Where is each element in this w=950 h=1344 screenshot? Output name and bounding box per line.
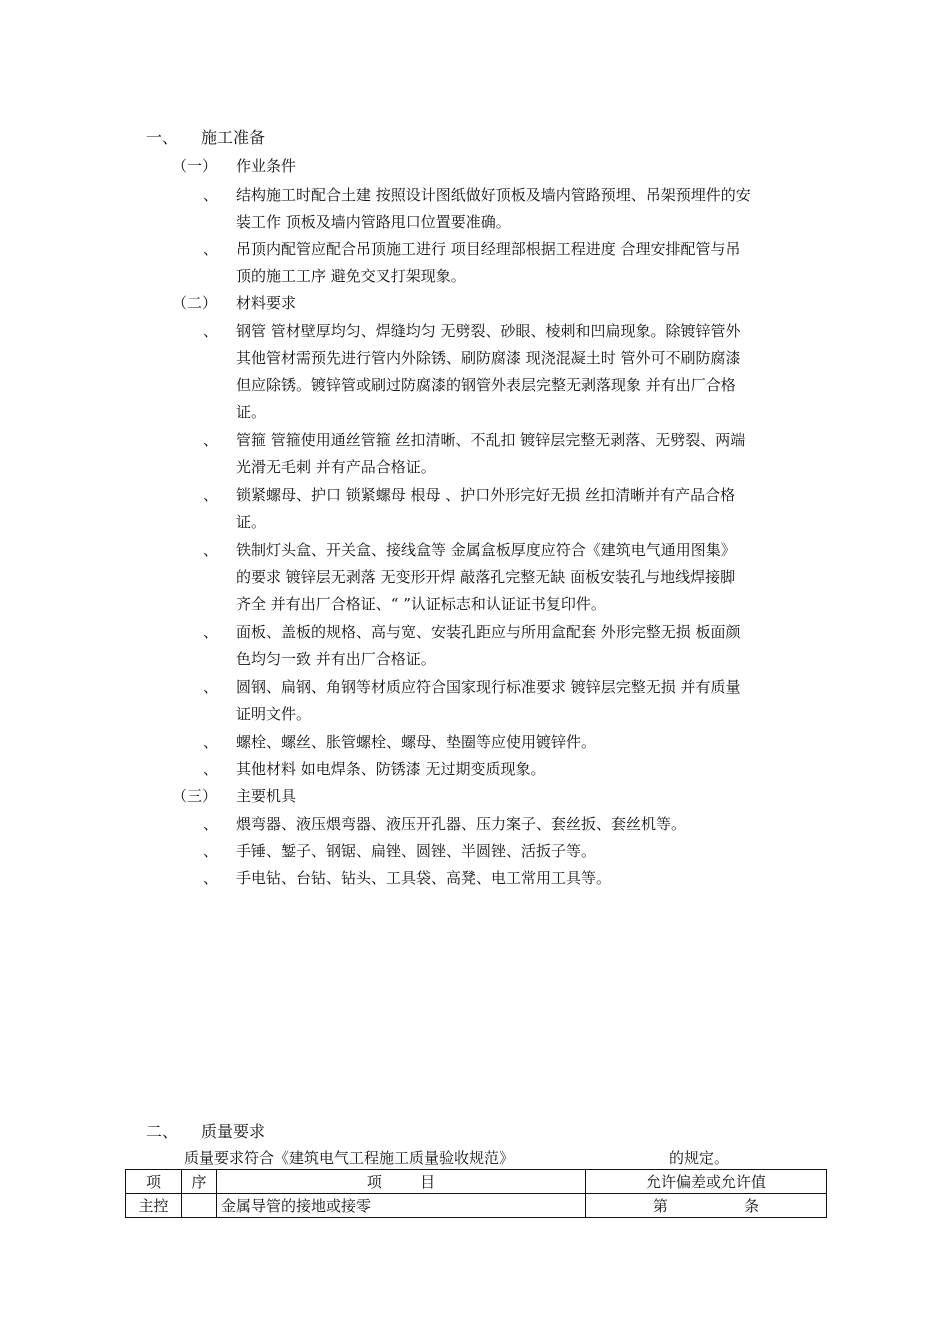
list-item-line: 铁制灯头盒、开关盒、接线盒等 金属盒板厚度应符合《建筑电气通用图集》 [236,541,736,559]
list-bullet: 、 [203,322,219,340]
list-bullet: 、 [203,431,219,449]
subsection-number: （二） [172,294,218,312]
list-bullet: 、 [203,760,219,778]
table-cell [182,1194,217,1218]
table-cell: 主控 [126,1194,182,1218]
table-cell: 第 条 [586,1194,827,1218]
subsection-title: 作业条件 [236,157,297,175]
list-item-line: 证明文件。 [236,705,312,723]
quality-intro-tail: 的规定。 [669,1149,730,1167]
table-header-row [126,1170,827,1194]
list-item-line: 顶的施工工序 避免交叉打架现象。 [236,267,466,285]
list-item-line: 装工作 顶板及墙内管路甩口位置要准确。 [236,213,511,231]
table-header-cell: 序 [182,1170,217,1194]
quality-intro: 质量要求符合《建筑电气工程施工质量验收规范》 [184,1149,515,1167]
list-bullet: 、 [203,842,219,860]
section-2-number: 二、 [146,1122,179,1141]
list-item-line: 结构施工时配合土建 按照设计图纸做好顶板及墙内管路预埋、吊架预埋件的安 [236,186,751,204]
list-bullet: 、 [203,486,219,504]
quality-table [125,1169,827,1218]
list-bullet: 、 [203,240,219,258]
subsection-title: 主要机具 [236,787,297,805]
table-row [126,1194,827,1218]
list-item-line: 手锤、錾子、钢锯、扁锉、圆锉、半圆锉、活扳子等。 [236,842,597,860]
list-item-line: 其他管材需预先进行管内外除锈、刷防腐漆 现浇混凝土时 管外可不刷防腐漆 [236,349,741,367]
subsection-title: 材料要求 [236,294,297,312]
list-item-line: 吊顶内配管应配合吊顶施工进行 项目经理部根据工程进度 合理安排配管与吊 [236,240,741,258]
list-item-line: 的要求 镀锌层无剥落 无变形开焊 敲落孔完整无缺 面板安装孔与地线焊接脚 [236,568,736,586]
list-item-line: 证。 [236,513,267,531]
list-item-line: 色均匀一致 并有出厂合格证。 [236,650,436,668]
table-cell: 金属导管的接地或接零 [217,1194,586,1218]
list-item-line: 其他材料 如电焊条、防锈漆 无过期变质现象。 [236,760,546,778]
list-item-line: 圆钢、扁钢、角钢等材质应符合国家现行标准要求 镀锌层完整无损 并有质量 [236,678,741,696]
list-item-line: 光滑无毛刺 并有产品合格证。 [236,458,436,476]
table-header-cell: 项 [126,1170,182,1194]
list-bullet: 、 [203,186,219,204]
list-item-line: 螺栓、螺丝、胀管螺栓、螺母、垫圈等应使用镀锌件。 [236,733,597,751]
list-bullet: 、 [203,623,219,641]
section-2-title: 质量要求 [201,1122,266,1141]
list-bullet: 、 [203,733,219,751]
list-bullet: 、 [203,869,219,887]
list-item-line: 证。 [236,403,267,421]
table-header-cell: 允许偏差或允许值 [586,1170,827,1194]
list-bullet: 、 [203,678,219,696]
list-bullet: 、 [203,815,219,833]
table-header-cell: 项 目 [217,1170,586,1194]
subsection-number: （三） [172,787,218,805]
list-item-line: 管箍 管箍使用通丝管箍 丝扣清晰、不乱扣 镀锌层完整无剥落、无劈裂、两端 [236,431,746,449]
list-bullet: 、 [203,541,219,559]
list-item-line: 面板、盖板的规格、高与宽、安装孔距应与所用盒配套 外形完整无损 板面颜 [236,623,741,641]
list-item-line: 煨弯器、液压煨弯器、液压开孔器、压力案子、套丝扳、套丝机等。 [236,815,687,833]
section-1-title: 施工准备 [201,128,266,147]
list-item-line: 锁紧螺母、护口 锁紧螺母 根母 、护口外形完好无损 丝扣清晰并有产品合格 [236,486,736,504]
list-item-line: 手电钻、台钻、钻头、工具袋、高凳、电工常用工具等。 [236,869,612,887]
list-item-line: 但应除锈。镀锌管或刷过防腐漆的钢管外表层完整无剥落现象 并有出厂合格 [236,376,736,394]
list-item-line: 钢管 管材壁厚均匀、焊缝均匀 无劈裂、砂眼、棱刺和凹扁现象。除镀锌管外 [236,322,741,340]
list-item-line: 齐全 并有出厂合格证、“ ”认证标志和认证证书复印件。 [236,595,606,613]
subsection-number: （一） [172,157,218,175]
section-1-number: 一、 [146,128,179,147]
